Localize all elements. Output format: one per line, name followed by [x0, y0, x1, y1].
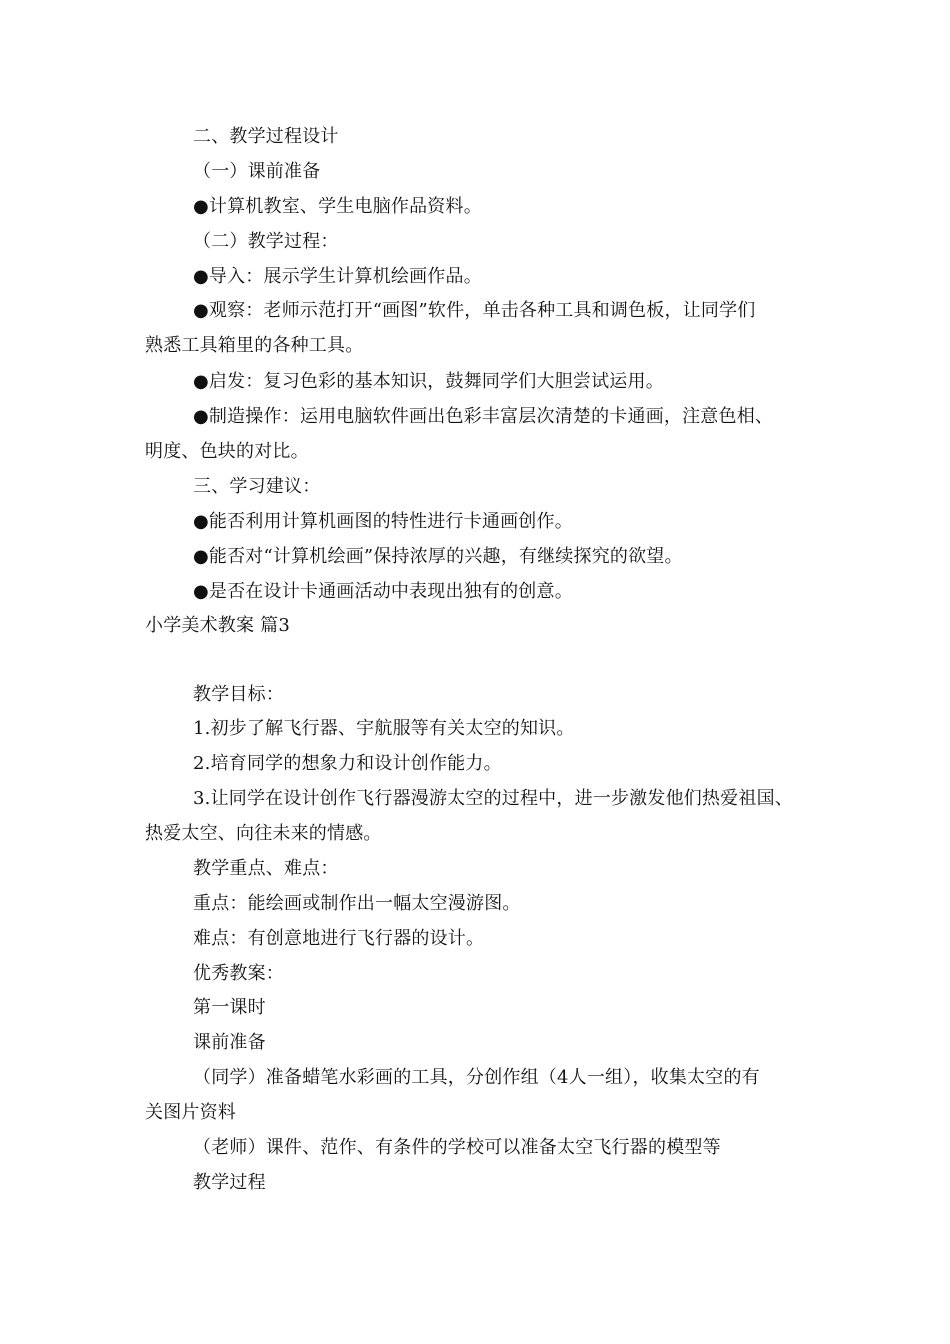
bullet-item: ●能否利用计算机画图的特性进行卡通画创作。: [193, 511, 573, 532]
numbered-item: 2.培育同学的想象力和设计创作能力。: [193, 753, 502, 774]
paragraph-students: （同学）准备蜡笔水彩画的工具，分创作组（4人一组），收集太空的有: [193, 1067, 760, 1088]
paragraph-continuation: 热爱太空、向往未来的情感。: [145, 823, 382, 844]
heading-first-lesson: 第一课时: [193, 997, 266, 1018]
bullet-item: ●是否在设计卡通画活动中表现出独有的创意。: [193, 581, 573, 602]
bullet-item: ●制造操作：运用电脑软件画出色彩丰富层次清楚的卡通画，注意色相、: [193, 406, 774, 427]
bullet-item: ●能否对“计算机绘画”保持浓厚的兴趣，有继续探究的欲望。: [193, 546, 683, 567]
numbered-item: 3.让同学在设计创作飞行器漫游太空的过程中，进一步激发他们热爱祖国、: [193, 788, 793, 809]
bullet-item: ●导入：展示学生计算机绘画作品。: [193, 266, 482, 287]
bullet-item: ●观察：老师示范打开“画图”软件，单击各种工具和调色板，让同学们: [193, 300, 756, 321]
paragraph-teacher: （老师）课件、范作、有条件的学校可以准备太空飞行器的模型等: [193, 1137, 721, 1158]
paragraph-continuation: 关图片资料: [145, 1102, 236, 1123]
section-heading-teaching-process: 二、教学过程设计: [193, 126, 339, 147]
subheading-preparation: （一）课前准备: [193, 161, 321, 182]
difficulty-item: 难点：有创意地进行飞行器的设计。: [193, 928, 485, 949]
paragraph-continuation: 熟悉工具箱里的各种工具。: [145, 335, 364, 356]
heading-teaching-goals: 教学目标：: [193, 684, 284, 705]
heading-process: 教学过程: [193, 1172, 266, 1193]
heading-key-points: 教学重点、难点：: [193, 858, 339, 879]
section-heading-suggestions: 三、学习建议：: [193, 476, 321, 497]
subheading-process: （二）教学过程：: [193, 231, 339, 252]
bullet-item: ●启发：复习色彩的基本知识，鼓舞同学们大胆尝试运用。: [193, 371, 664, 392]
key-point-item: 重点：能绘画或制作出一幅太空漫游图。: [193, 893, 521, 914]
heading-preparation: 课前准备: [193, 1032, 266, 1053]
lesson-title: 小学美术教案 篇3: [145, 615, 290, 636]
heading-excellent-plan: 优秀教案：: [193, 963, 284, 984]
bullet-item: ●计算机教室、学生电脑作品资料。: [193, 196, 482, 217]
numbered-item: 1.初步了解飞行器、宇航服等有关太空的知识。: [193, 718, 575, 739]
paragraph-continuation: 明度、色块的对比。: [145, 441, 309, 462]
